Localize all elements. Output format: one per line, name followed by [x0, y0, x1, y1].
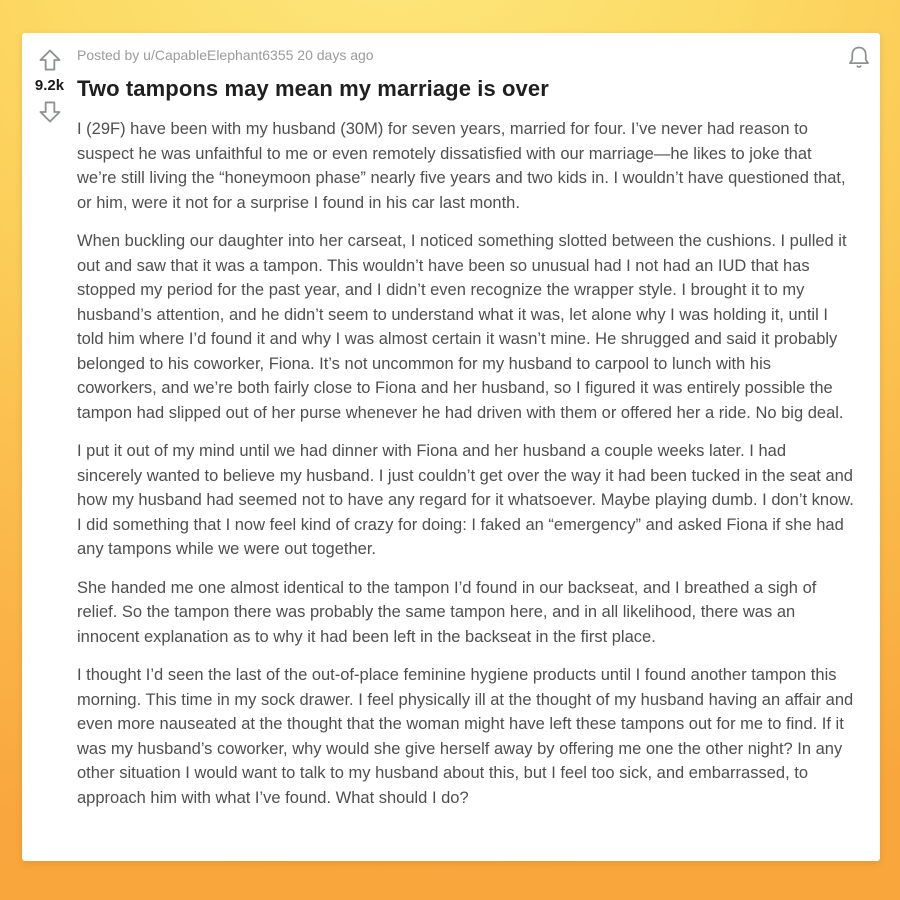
vote-controls	[22, 33, 77, 861]
post-meta	[77, 47, 855, 64]
post-title[interactable]: Two tampons may mean my marriage is over	[77, 76, 549, 101]
post-paragraph: I put it out of my mind until we had dinner with Fiona and her husband a couple weeks later. I had sincerely wanted to believe my husband. I just couldn’t get over the way it had been tucked in the seat and how my husband had seemed not to have any regard for it whatsoever. Maybe playing dumb. I don’t know. I did something that I now feel kind of crazy for doing: I faked an “emergency” and asked Fiona if she had any tampons while we were out together.	[77, 442, 854, 558]
post-age: 20 days ago	[297, 47, 374, 63]
notification-bell-button[interactable]	[844, 43, 874, 73]
downvote-icon	[37, 99, 63, 125]
downvote-button[interactable]	[36, 98, 64, 126]
post-card	[22, 33, 880, 861]
post-paragraph: When buckling our daughter into her carseat, I noticed something slotted between the cushions. I pulled it out and saw that it was a tampon. This wouldn’t have been so unusual had I not had an IUD that has stopped my period for the past year, and I didn’t even recognize the wrapper style. I brought it to my husband’s attention, and he didn’t seem to understand what it was, let alone why I was holding it, until I told him where I’d found it and why I was almost certain it wasn’t mine. He shrugged and said it probably belonged to his coworker, Fiona. It’s not uncommon for my husband to carpool to lunch with his coworkers, and we’re both fairly close to Fiona and her husband, so I figured it was entirely possible the tampon had slipped out of her purse whenever he had driven with them or offered her a ride. No big deal.	[77, 232, 847, 422]
bell-icon	[845, 44, 873, 72]
author-link[interactable]: u/CapableElephant6355	[143, 47, 294, 63]
post-body	[77, 117, 855, 810]
post-paragraph: She handed me one almost identical to the tampon I’d found in our backseat, and I breathed a sigh of relief. So the tampon there was probably the same tampon here, and in all likelihood, there was an innocent explanation as to why it had been left in the backseat in the first place.	[77, 578, 817, 646]
post-content	[77, 33, 880, 861]
posted-by-label: Posted by	[77, 47, 140, 63]
upvote-button[interactable]	[36, 46, 64, 74]
post-paragraph: I (29F) have been with my husband (30M) for seven years, married for four. I’ve never had reason to suspect he was unfaithful to me or even remotely dissatisfied with our marriage—he likes to joke that we’re still living the “honeymoon phase” nearly five years and two kids in. I wouldn’t have questioned that, or him, were it not for a surprise I found in his car last month.	[77, 120, 846, 212]
vote-score: 9.2k	[34, 77, 65, 94]
upvote-icon	[37, 47, 63, 73]
post-paragraph: I thought I’d seen the last of the out-of-place feminine hygiene products until I found another tampon this morning. This time in my sock drawer. I feel physically ill at the thought of my husband having an affair and even more nauseated at the thought that the woman might have left these tampons out for me to find. If it was my husband’s coworker, why would she give herself away by offering me one the other night? In any other situation I would want to talk to my husband about this, but I feel too sick, and embarrassed, to approach him with what I’ve found. What should I do?	[77, 666, 854, 807]
